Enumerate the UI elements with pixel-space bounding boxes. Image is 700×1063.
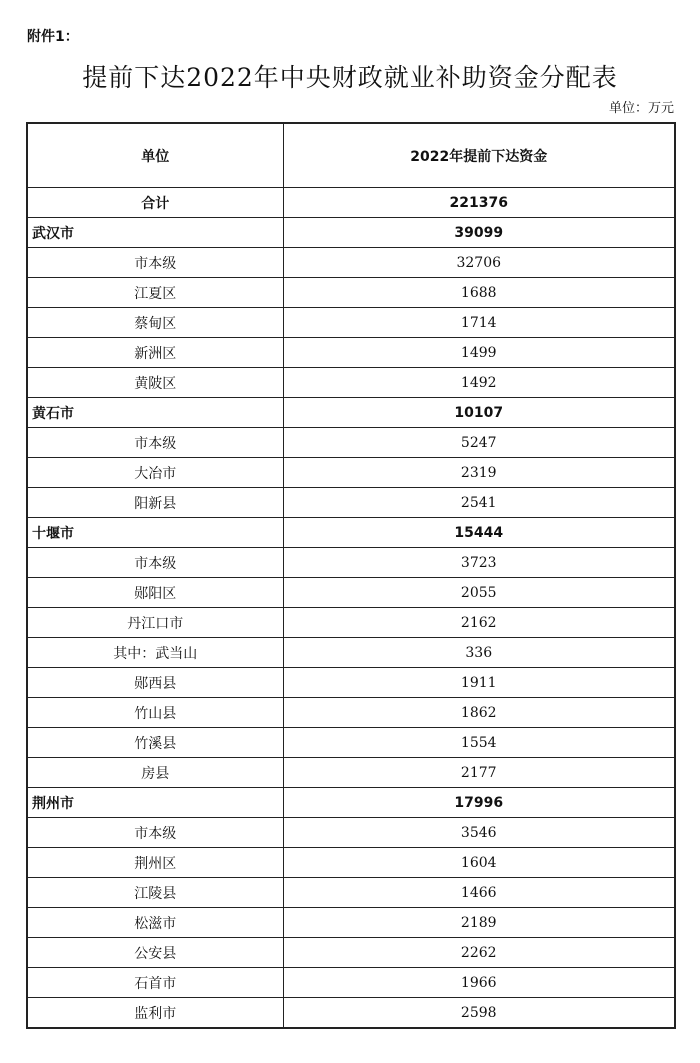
row-unit-name: 江陵县 — [27, 878, 283, 908]
row-unit-name: 大冶市 — [27, 458, 283, 488]
row-amount: 2541 — [283, 488, 675, 518]
row-amount: 2189 — [283, 908, 675, 938]
row-unit-name: 市本级 — [27, 428, 283, 458]
row-unit-name: 石首市 — [27, 968, 283, 998]
table-row — [27, 188, 675, 218]
table-row — [27, 338, 675, 368]
row-amount: 1604 — [283, 848, 675, 878]
table-row — [27, 398, 675, 428]
row-unit-name: 阳新县 — [27, 488, 283, 518]
row-unit-name: 黄陂区 — [27, 368, 283, 398]
allocation-table — [26, 122, 676, 1029]
row-unit-name: 江夏区 — [27, 278, 283, 308]
row-amount: 1466 — [283, 878, 675, 908]
row-amount: 1862 — [283, 698, 675, 728]
row-unit-name: 蔡甸区 — [27, 308, 283, 338]
row-amount: 17996 — [283, 788, 675, 818]
row-unit-name: 监利市 — [27, 998, 283, 1029]
row-amount: 15444 — [283, 518, 675, 548]
table-row — [27, 278, 675, 308]
table-row — [27, 248, 675, 278]
header-amount: 2022年提前下达资金 — [283, 123, 675, 188]
attachment-label: 附件1： — [27, 29, 79, 45]
table-row — [27, 758, 675, 788]
row-amount: 221376 — [283, 188, 675, 218]
table-row — [27, 848, 675, 878]
row-unit-name: 郧阳区 — [27, 578, 283, 608]
row-amount: 1492 — [283, 368, 675, 398]
table-row — [27, 368, 675, 398]
row-unit-name: 竹溪县 — [27, 728, 283, 758]
table-row — [27, 518, 675, 548]
table-row — [27, 218, 675, 248]
row-unit-name: 竹山县 — [27, 698, 283, 728]
page-title: 提前下达2022年中央财政就业补助资金分配表 — [82, 63, 618, 92]
table-row — [27, 428, 675, 458]
row-unit-name: 荆州区 — [27, 848, 283, 878]
row-unit-name: 黄石市 — [27, 398, 283, 428]
row-unit-name: 市本级 — [27, 818, 283, 848]
table-row — [27, 938, 675, 968]
row-amount: 3723 — [283, 548, 675, 578]
row-unit-name: 十堰市 — [27, 518, 283, 548]
table-header-row — [27, 123, 675, 188]
row-amount: 2598 — [283, 998, 675, 1029]
table-row — [27, 308, 675, 338]
row-amount: 32706 — [283, 248, 675, 278]
table-row — [27, 908, 675, 938]
row-amount: 2262 — [283, 938, 675, 968]
table-row — [27, 878, 675, 908]
row-amount: 2162 — [283, 608, 675, 638]
row-unit-name: 公安县 — [27, 938, 283, 968]
row-unit-name: 市本级 — [27, 248, 283, 278]
unit-label: 单位：万元 — [608, 101, 674, 116]
row-amount: 1714 — [283, 308, 675, 338]
row-unit-name: 新洲区 — [27, 338, 283, 368]
table-row — [27, 458, 675, 488]
row-unit-name: 合计 — [27, 188, 283, 218]
table-row — [27, 548, 675, 578]
row-amount: 336 — [283, 638, 675, 668]
table-row — [27, 968, 675, 998]
row-amount: 2319 — [283, 458, 675, 488]
table-row — [27, 998, 675, 1029]
table-row — [27, 668, 675, 698]
row-amount: 2177 — [283, 758, 675, 788]
table-row — [27, 488, 675, 518]
row-unit-name: 郧西县 — [27, 668, 283, 698]
table-row — [27, 788, 675, 818]
row-amount: 1499 — [283, 338, 675, 368]
table-row — [27, 608, 675, 638]
row-unit-name: 松滋市 — [27, 908, 283, 938]
row-unit-name: 其中：武当山 — [27, 638, 283, 668]
row-amount: 1688 — [283, 278, 675, 308]
row-amount: 1966 — [283, 968, 675, 998]
row-unit-name: 丹江口市 — [27, 608, 283, 638]
row-amount: 10107 — [283, 398, 675, 428]
row-amount: 3546 — [283, 818, 675, 848]
table-row — [27, 578, 675, 608]
table-row — [27, 698, 675, 728]
row-unit-name: 市本级 — [27, 548, 283, 578]
row-unit-name: 房县 — [27, 758, 283, 788]
row-amount: 5247 — [283, 428, 675, 458]
row-amount: 39099 — [283, 218, 675, 248]
row-amount: 2055 — [283, 578, 675, 608]
table-body — [27, 188, 675, 1029]
row-amount: 1911 — [283, 668, 675, 698]
row-amount: 1554 — [283, 728, 675, 758]
table-row — [27, 638, 675, 668]
table-row — [27, 818, 675, 848]
header-unit: 单位 — [27, 123, 283, 188]
row-unit-name: 武汉市 — [27, 218, 283, 248]
row-unit-name: 荆州市 — [27, 788, 283, 818]
table-row — [27, 728, 675, 758]
